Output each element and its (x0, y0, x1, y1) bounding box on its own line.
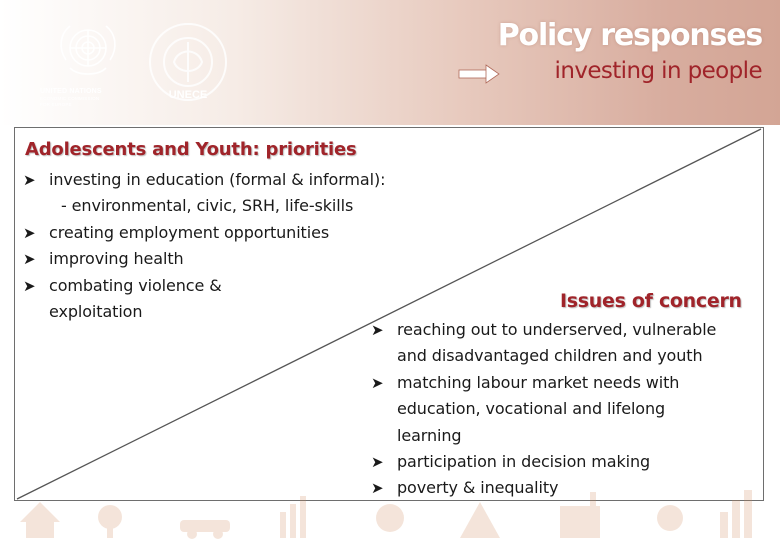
list-item (371, 370, 761, 449)
arrow-bullet-icon: ➤ (23, 250, 36, 269)
chart-bar-icon (732, 500, 740, 538)
mountain-icon (460, 502, 500, 538)
arrow-bullet-icon: ➤ (23, 223, 36, 242)
wheel-icon (213, 529, 223, 539)
list-item-text-continued: learning (397, 425, 462, 445)
list-item-text: reaching out to underserved, vulnerable (397, 320, 717, 339)
house-icon (20, 502, 60, 522)
list-item-text-continued: education, vocational and lifelong (397, 399, 666, 419)
list-item-text: matching labour market needs with (397, 372, 680, 392)
page-subtitle: investing in people (554, 58, 762, 84)
chimney-icon (590, 492, 596, 506)
list-item-text-continued: exploitation (49, 302, 143, 322)
un-logo (40, 18, 140, 118)
list-item-text: poverty & inequality (397, 478, 559, 498)
wheel-icon (187, 529, 197, 539)
globe-icon (376, 504, 404, 532)
chart-bar-icon (280, 512, 286, 538)
list-item-text: combating violence & (49, 275, 222, 295)
chart-bar-icon (744, 490, 752, 538)
list-item (371, 317, 761, 370)
list-item-text-continued: and disadvantaged children and youth (397, 346, 703, 366)
content-box (14, 127, 764, 501)
arrow-bullet-icon: ➤ (371, 373, 384, 392)
unece-emblem-label: UNECE (168, 89, 208, 101)
chart-bar-icon (290, 504, 296, 538)
unece-green-economy-emblem-icon (138, 18, 238, 108)
priorities-list (23, 167, 443, 325)
right-arrow-icon (458, 64, 500, 84)
list-item-text: creating employment opportunities (49, 222, 330, 242)
factory-icon (560, 506, 600, 538)
tree-trunk-icon (107, 522, 113, 538)
chart-bar-icon (720, 512, 728, 538)
house-base-icon (26, 522, 54, 538)
priorities-heading: Adolescents and Youth: priorities (25, 139, 357, 160)
chart-bar-icon (300, 496, 306, 538)
list-item-text: investing in education (formal & informal): (49, 170, 386, 189)
arrow-bullet-icon: ➤ (23, 276, 36, 295)
list-item-text: participation in decision making (397, 452, 651, 472)
un-emblem-icon (50, 18, 126, 84)
list-item (23, 220, 443, 246)
list-item-text: improving health (49, 249, 184, 269)
car-icon (180, 520, 230, 532)
decorative-eco-icons-footer (0, 462, 780, 540)
arrow-bullet-icon: ➤ (23, 171, 36, 189)
arrow-bullet-icon: ➤ (371, 321, 384, 339)
un-org-sub-1: ECONOMIC COMMISSION (40, 96, 100, 101)
sun-icon (657, 505, 683, 531)
arrow-bullet-icon: ➤ (371, 453, 384, 472)
page-title: Policy responses (497, 18, 762, 53)
un-org-name: UNITED NATIONS (40, 88, 102, 95)
arrow-bullet-icon: ➤ (371, 479, 384, 498)
list-item-subtext: - environmental, civic, SRH, life-skills (61, 196, 354, 216)
list-item (23, 246, 443, 272)
un-logo-text (40, 88, 140, 108)
un-org-sub-2: FOR EUROPE (40, 102, 72, 107)
list-item (23, 167, 443, 220)
concerns-heading: Issues of concern (560, 290, 742, 312)
